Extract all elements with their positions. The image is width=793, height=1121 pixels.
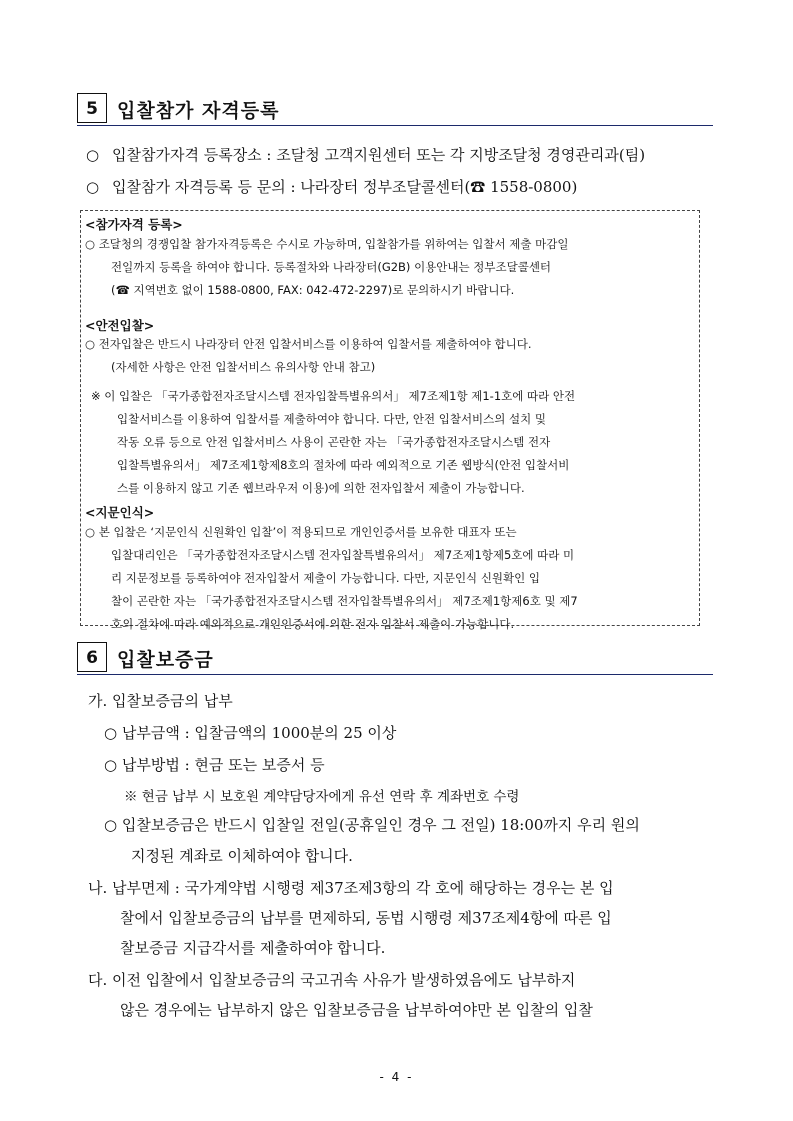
section-title: 입찰참가 자격등록 <box>117 100 280 122</box>
note-cash-payment: ※ 현금 납부 시 보호원 계약담당자에게 유선 연락 후 계좌번호 수령 <box>124 789 520 805</box>
subsection-na-line: 나. 납부면제 : 국가계약법 시행령 제37조제3항의 각 호에 해당하는 경우는 본 입 <box>88 879 614 897</box>
list-item-amount: ○ 납부금액 : 입찰금액의 1000분의 25 이상 <box>104 724 397 742</box>
secure-bidding-text: ○ 전자입찰은 반드시 나라장터 안전 입찰서비스를 이용하여 입찰서를 제출하여야 합니다. (자세한 사항은 안전 입찰서비스 유의사항 안내 참고) <box>85 337 532 374</box>
secure-bidding-note: ※ 이 입찰은 「국가종합전자조달시스템 전자입찰특별유의서」 제7조제1항 제1-1호에 따라 안전 입찰서비스를 이용하여 입찰서를 제출하여야 합니다. 다만, 안전 입찰서비스의 설치 및 작동 오류 등으로 안전 입찰서비스 사용이 곤란한 자는 「국가종합전자조달시스템 전자 입찰특별유의서」 제7조제1항제8호의 절차에 따라 예외적으로 기존 웹방식(안전 입찰서비 스를 이용하지 않고 기존 웹브라우저 이용)에 의한 전자입찰서 제출이 가능합니다. <box>91 389 576 495</box>
section-title: 입찰보증금 <box>117 649 214 671</box>
subsection-da-line: 않은 경우에는 납부하지 않은 입찰보증금을 납부하여야만 본 입찰의 입찰 <box>120 1001 593 1019</box>
subsection-na-line: 찰보증금 지급각서를 제출하여야 합니다. <box>120 939 386 957</box>
notice-box <box>80 210 700 631</box>
section-5-header <box>77 93 713 126</box>
subsection-ga-label: 가. 입찰보증금의 납부 <box>88 692 233 710</box>
section-number: 6 <box>77 642 107 672</box>
list-item: ○ 입찰참가자격 등록장소 : 조달청 고객지원센터 또는 각 지방조달청 경영관리과(팀) <box>86 146 646 164</box>
list-item-method: ○ 납부방법 : 현금 또는 보증서 등 <box>104 756 325 774</box>
list-item-deadline: ○ 입찰보증금은 반드시 입찰일 전일(공휴일인 경우 그 전일) 18:00까지 우리 원의 <box>104 816 640 834</box>
qualification-text: ○ 조달청의 경쟁입찰 참가자격등록은 수시로 가능하며, 입찰참가를 위하여는 입찰서 제출 마감일 전일까지 등록을 하여야 합니다. 등록절차와 나라장터(G2B) 이용안내는 정부조달콜센터 (☎ 지역번호 없이 1588-0800, FAX: 042-472-2297)로 문의하시기 바랍니다. <box>85 237 569 297</box>
qualification-heading: <참가자격 등록> <box>85 217 183 232</box>
page-number: - 4 - <box>379 1070 414 1084</box>
list-item-deadline-cont: 지정된 계좌로 이체하여야 합니다. <box>131 847 353 865</box>
section-6-header <box>77 642 713 675</box>
secure-bidding-heading: <안전입찰> <box>85 318 155 333</box>
section-number: 5 <box>77 93 107 123</box>
fingerprint-heading: <지문인식> <box>85 505 155 520</box>
subsection-na-line: 찰에서 입찰보증금의 납부를 면제하되, 동법 시행령 제37조제4항에 따른 입 <box>120 909 612 927</box>
fingerprint-text: ○ 본 입찰은 ‘지문인식 신원확인 입찰’이 적용되므로 개인인증서를 보유한 대표자 또는 입찰대리인은 「국가종합전자조달시스템 전자입찰특별유의서」 제7조제1항제5호에 따라 미 리 지문정보를 등록하여야 전자입찰서 제출이 가능합니다. 다만, 지문인식 신원확인 입 찰이 곤란한 자는 「국가종합전자조달시스템 전자입찰특별유의서」 제7조제1항제6호 및 제7 호의 절차에 따라 예외적으로 개인인증서에 의한 전자 입찰서 제출이 가능합니다. <box>85 525 578 631</box>
subsection-da-line: 다. 이전 입찰에서 입찰보증금의 국고귀속 사유가 발생하였음에도 납부하지 <box>88 971 576 989</box>
list-item: ○ 입찰참가 자격등록 등 문의 : 나라장터 정부조달콜센터(☎ 1558-0800) <box>86 178 578 196</box>
